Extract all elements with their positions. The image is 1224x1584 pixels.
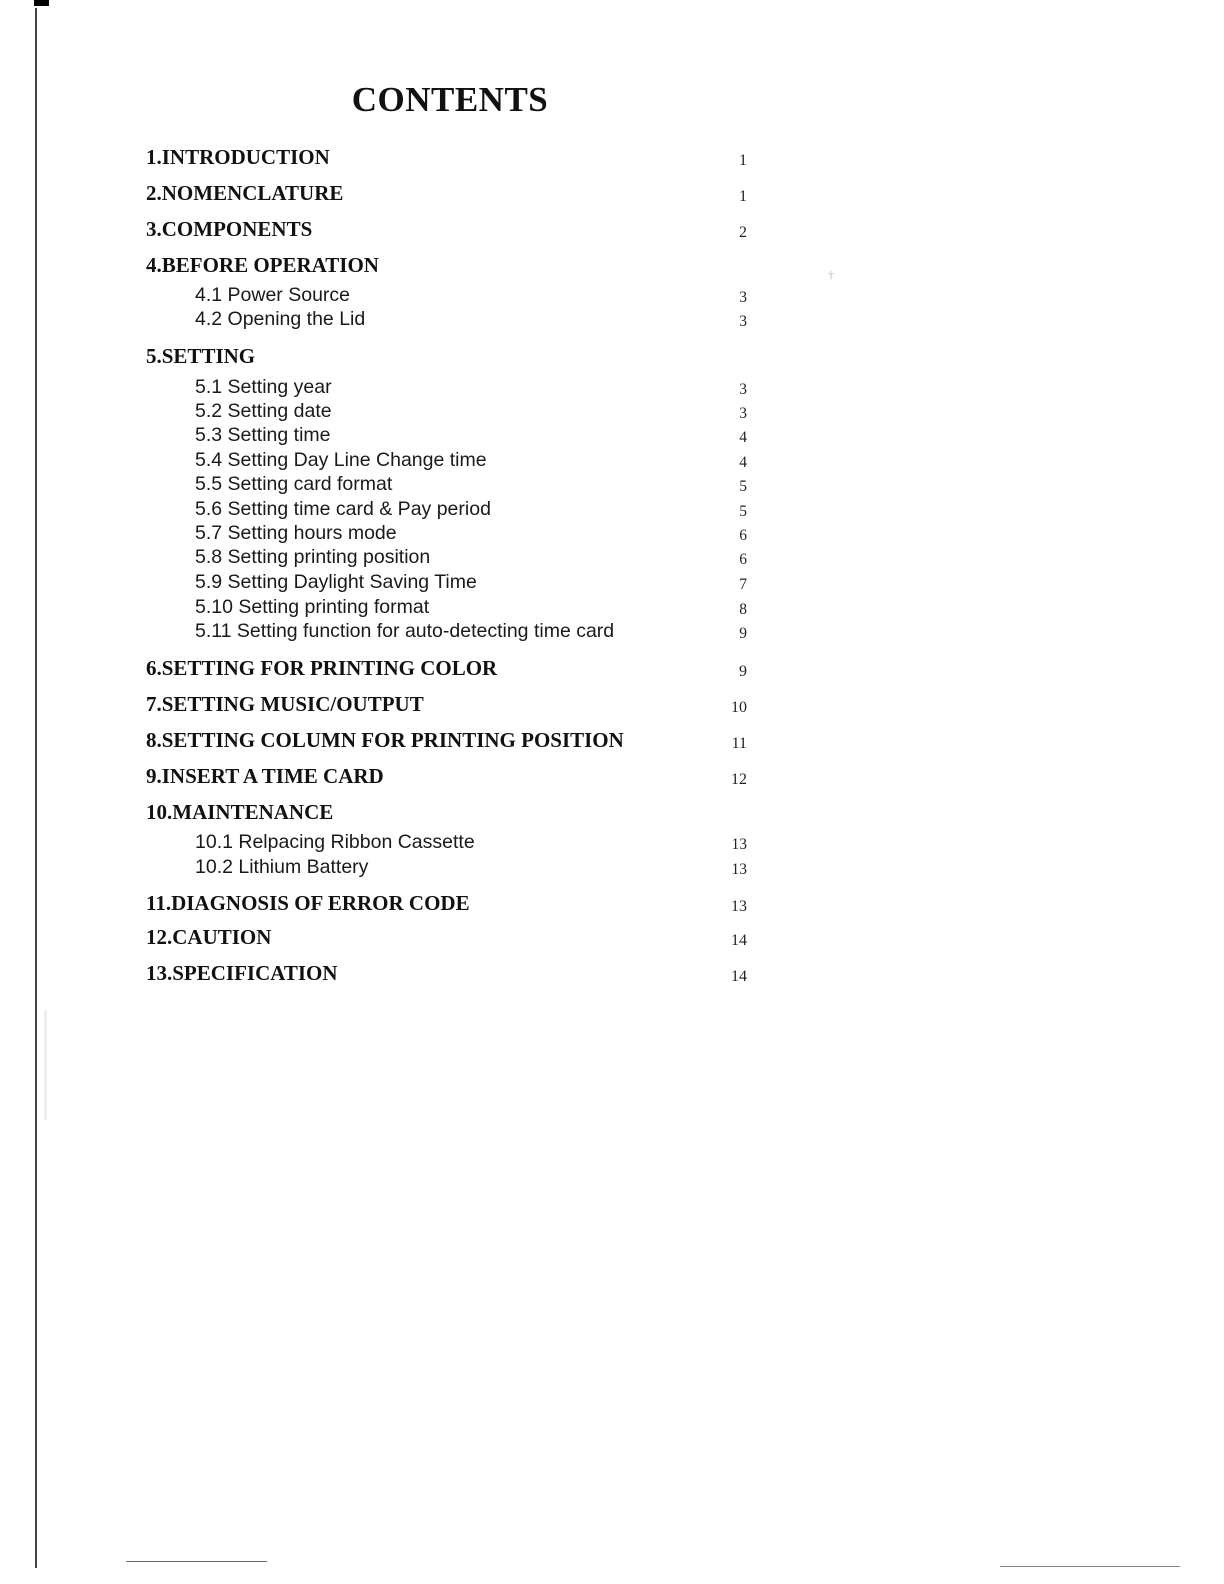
toc-page-number: 4 — [739, 454, 747, 471]
toc-section-entry — [146, 343, 750, 371]
toc-section-entry — [146, 960, 750, 988]
toc-entry-label: 4.2 Opening the Lid — [195, 308, 366, 330]
toc-page-number: 3 — [739, 405, 747, 422]
toc-entry-label: 5.1 Setting year — [195, 376, 332, 398]
toc-section-entry — [146, 216, 750, 244]
toc-page-number: 6 — [739, 527, 747, 544]
toc-page-number: 9 — [739, 663, 747, 680]
toc-entry-label: 10.MAINTENANCE — [146, 800, 334, 824]
toc-entry-label: 6.SETTING FOR PRINTING COLOR — [146, 656, 498, 680]
toc-entry-label: 12.CAUTION — [146, 925, 272, 949]
toc-entry-label: 7.SETTING MUSIC/OUTPUT — [146, 692, 424, 716]
toc-subsection-entry — [195, 597, 750, 621]
toc-page-number: 13 — [731, 861, 747, 878]
toc-subsection-entry — [195, 547, 750, 571]
toc-entry-label: 10.1 Relpacing Ribbon Cassette — [195, 831, 475, 853]
toc-entry-label: 5.3 Setting time — [195, 424, 331, 446]
toc-entry-label: 5.7 Setting hours mode — [195, 522, 397, 544]
toc-page-number: 10 — [731, 699, 747, 716]
toc-entry-label: 9.INSERT A TIME CARD — [146, 764, 384, 788]
toc-subsection-entry — [195, 377, 750, 401]
toc-subsection-entry — [195, 474, 750, 498]
toc-subsection-entry — [195, 832, 750, 856]
toc-section-entry — [146, 180, 750, 208]
toc-section-entry — [146, 727, 750, 755]
scan-speck: † — [828, 268, 834, 282]
toc-entry-label: 5.11 Setting function for auto-detecting time card — [195, 620, 615, 642]
toc-subsection-entry — [195, 499, 750, 523]
toc-page-number: 1 — [739, 188, 747, 205]
toc-section-entry — [146, 799, 750, 827]
toc-entry-label: 5.5 Setting card format — [195, 473, 393, 495]
toc-entry-label: 10.2 Lithium Battery — [195, 856, 369, 878]
toc-entry-label: 5.8 Setting printing position — [195, 546, 431, 568]
toc-page-number: 2 — [739, 224, 747, 241]
toc-entry-label: 2.NOMENCLATURE — [146, 181, 344, 205]
toc-entry-label: 5.10 Setting printing format — [195, 596, 430, 618]
toc-page-number: 14 — [731, 932, 747, 949]
toc-section-entry — [146, 924, 750, 952]
toc-subsection-entry — [195, 572, 750, 596]
toc-page-number: 1 — [739, 152, 747, 169]
toc-section-entry — [146, 655, 750, 683]
toc-page-number: 13 — [731, 836, 747, 853]
toc-page-number: 8 — [739, 601, 747, 618]
toc-section-entry — [146, 890, 750, 918]
toc-entry-label: 5.4 Setting Day Line Change time — [195, 449, 487, 471]
toc-subsection-entry — [195, 450, 750, 474]
toc-section-entry — [146, 691, 750, 719]
toc-entry-label: 11.DIAGNOSIS OF ERROR CODE — [146, 891, 470, 915]
toc-entry-label: 4.BEFORE OPERATION — [146, 253, 379, 277]
toc-page-number: 3 — [739, 381, 747, 398]
toc-section-entry — [146, 252, 750, 280]
toc-subsection-entry — [195, 401, 750, 425]
toc-subsection-entry — [195, 309, 750, 333]
toc-entry-label: 5.SETTING — [146, 344, 256, 368]
toc-page-number: 3 — [739, 289, 747, 306]
toc-page-number: 12 — [731, 771, 747, 788]
toc-subsection-entry — [195, 857, 750, 881]
toc-page-number: 11 — [731, 735, 747, 752]
toc-entry-label: 5.2 Setting date — [195, 400, 332, 422]
toc-page-number: 4 — [739, 429, 747, 446]
page-title: CONTENTS — [351, 80, 549, 119]
toc-page-number: 6 — [739, 551, 747, 568]
toc-page-number: 5 — [739, 503, 747, 520]
toc-entry-label: 4.1 Power Source — [195, 284, 351, 306]
toc-page-number: 7 — [739, 576, 747, 593]
toc-entry-label: 13.SPECIFICATION — [146, 961, 338, 985]
toc-entry-label: 5.9 Setting Daylight Saving Time — [195, 571, 477, 593]
toc-entry-label: 1.INTRODUCTION — [146, 145, 330, 169]
toc-entry-label: 3.COMPONENTS — [146, 217, 313, 241]
toc-subsection-entry — [195, 285, 750, 309]
toc-page-number: 9 — [739, 625, 747, 642]
toc-page-number: 13 — [731, 898, 747, 915]
toc-section-entry — [146, 763, 750, 791]
toc-subsection-entry — [195, 523, 750, 547]
toc-subsection-entry — [195, 425, 750, 449]
toc-entry-label: 5.6 Setting time card & Pay period — [195, 498, 491, 520]
toc-page-number: 5 — [739, 478, 747, 495]
toc-page-number: 3 — [739, 313, 747, 330]
toc-section-entry — [146, 144, 750, 172]
toc-subsection-entry — [195, 621, 750, 645]
toc-entry-label: 8.SETTING COLUMN FOR PRINTING POSITION — [146, 728, 624, 752]
toc-page-number: 14 — [731, 968, 747, 985]
